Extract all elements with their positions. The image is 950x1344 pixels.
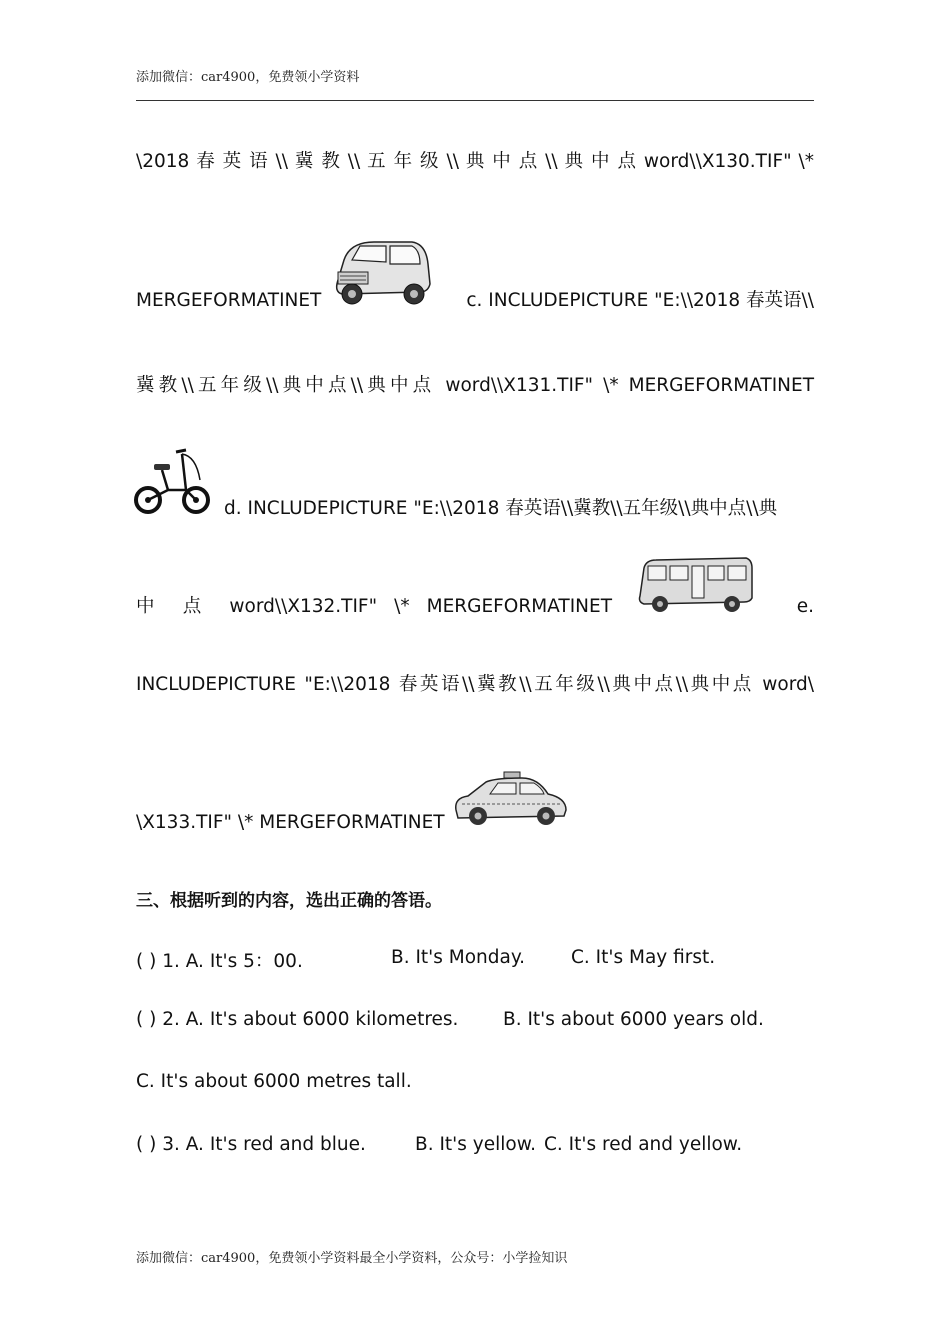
body-line-5b: e.	[796, 596, 814, 617]
body-line-1: \2018 春 英 语 \\ 冀 教 \\ 五 年 级 \\ 典 中 点 \\ 典 中 点 word\\X130.TIF" \*	[136, 151, 814, 172]
body-line-2b: c. INCLUDEPICTURE "E:\\2018 春英语\\	[466, 290, 814, 311]
section3-heading: 三、根据听到的内容，选出正确的答语。	[136, 891, 442, 911]
question-1-b: B. It's Monday.	[391, 947, 526, 968]
taxi-picture	[452, 770, 570, 828]
question-1-c: C. It's May first.	[571, 947, 716, 968]
question-1-a: ( ) 1. A. It's 5：00.	[136, 951, 303, 972]
body-line-3: 冀教\\五年级\\典中点\\典中点 word\\X131.TIF" \* MERGEFORMATINET	[136, 375, 814, 396]
question-3-b: B. It's yellow.	[415, 1134, 537, 1155]
bicycle-picture	[134, 446, 212, 518]
question-2-b: B. It's about 6000 years old.	[503, 1009, 764, 1030]
body-line-4: d. INCLUDEPICTURE "E:\\2018 春英语\\冀教\\五年级\\典中点\\典	[224, 498, 778, 519]
header-divider	[136, 100, 814, 101]
body-line-2a: MERGEFORMATINET	[136, 290, 322, 311]
question-2-c: C. It's about 6000 metres tall.	[136, 1071, 412, 1092]
bus-picture	[636, 556, 754, 614]
body-line-7: \X133.TIF" \* MERGEFORMATINET	[136, 812, 445, 833]
footer-note: 添加微信：car4900，免费领小学资料最全小学资料，公众号：小学捡知识	[136, 1251, 568, 1266]
question-2-a: ( ) 2. A. It's about 6000 kilometres.	[136, 1009, 459, 1030]
body-line-5a: 中 点 word\\X132.TIF" \* MERGEFORMATINET	[136, 596, 612, 617]
question-3-c: C. It's red and yellow.	[544, 1134, 743, 1155]
question-3-a: ( ) 3. A. It's red and blue.	[136, 1134, 366, 1155]
body-line-6: INCLUDEPICTURE "E:\\2018 春英语\\冀教\\五年级\\典中点\\典中点 word\	[136, 674, 814, 695]
header-note: 添加微信：car4900，免费领小学资料	[136, 70, 360, 85]
small-car-picture	[330, 236, 434, 308]
